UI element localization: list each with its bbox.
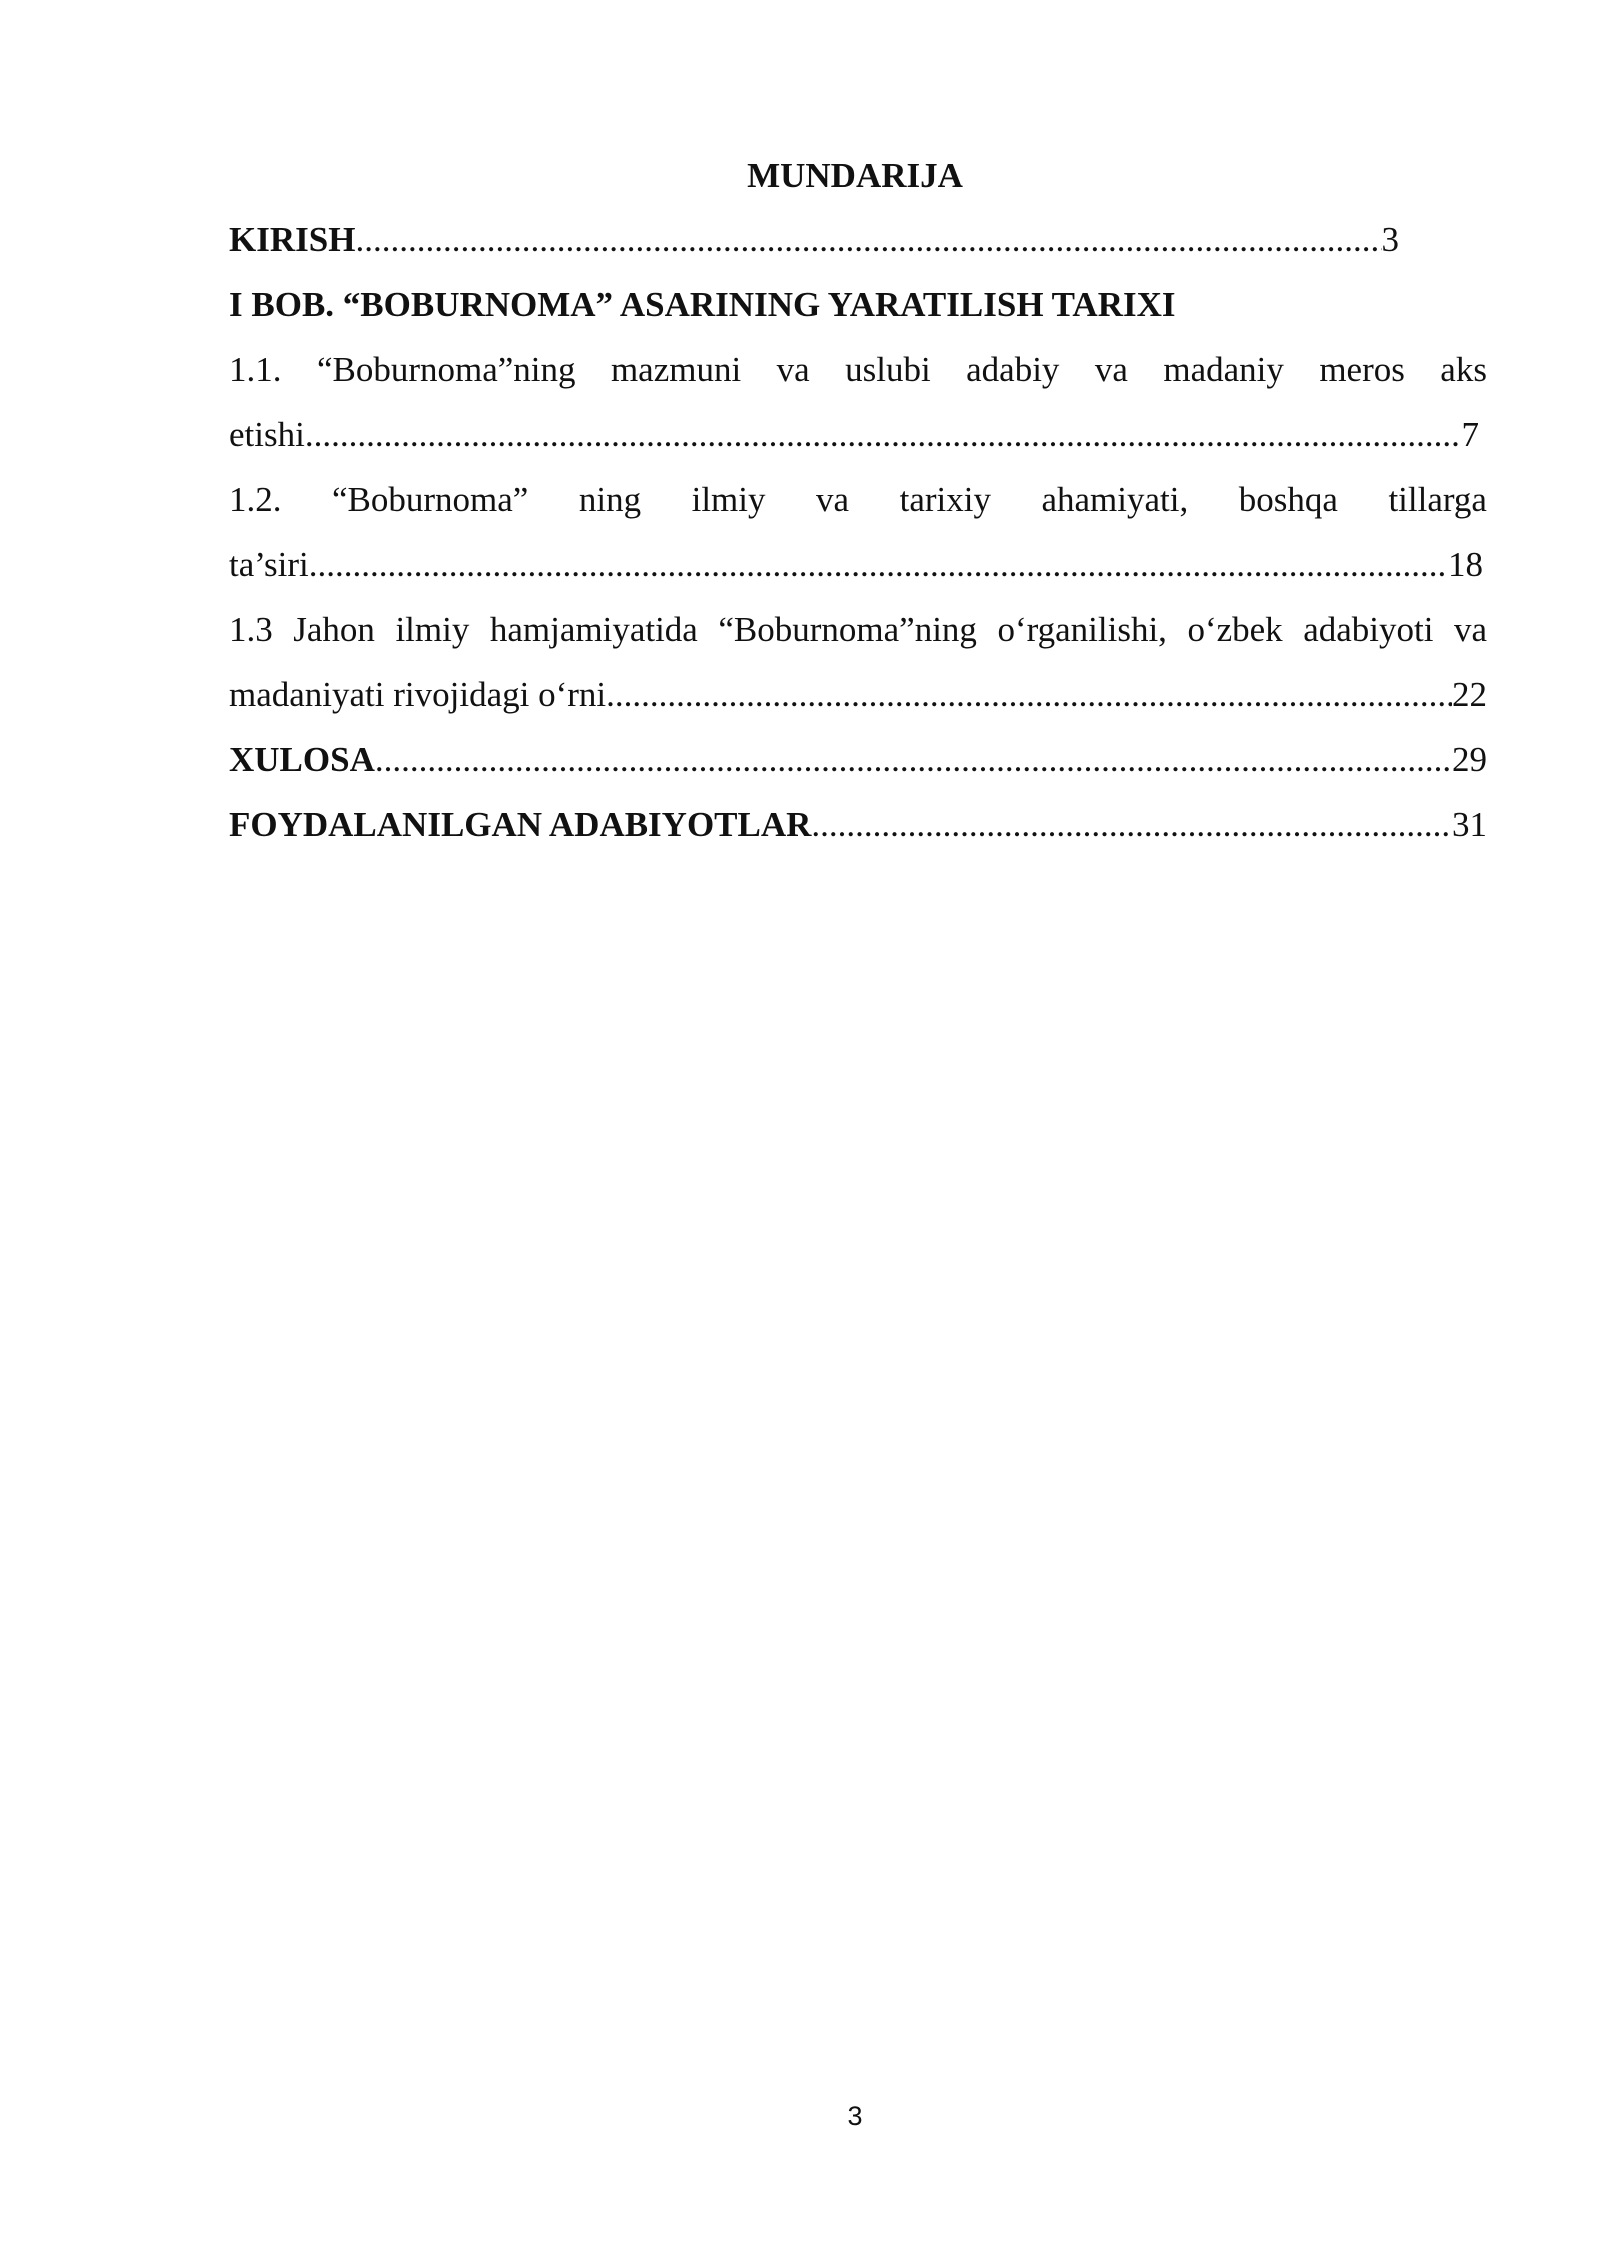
toc-word: “Boburnoma” — [332, 480, 529, 519]
toc-entry-page: 22 — [1452, 675, 1487, 714]
toc-word: ilmiy — [691, 480, 766, 519]
toc-entry-label: FOYDALANILGAN ADABIYOTLAR — [229, 805, 812, 844]
toc-entry-chapter-1[interactable]: I BOB. “BOBURNOMA” ASARINING YARATILISH TARIXI — [229, 285, 1176, 324]
toc-word: meros — [1319, 350, 1405, 389]
toc-word: “Boburnoma”ning — [316, 350, 576, 389]
toc-word: adabiy — [966, 350, 1060, 389]
toc-word: va — [1094, 350, 1128, 389]
toc-entry-section-1-1-cont[interactable] — [229, 403, 1479, 467]
page-number: 3 — [847, 2101, 863, 2131]
toc-entry-page: 31 — [1452, 805, 1487, 844]
toc-title: MUNDARIJA — [747, 156, 963, 195]
toc-word: hamjamiyatida — [489, 610, 698, 649]
toc-entry-section-1-3-cont[interactable] — [229, 663, 1487, 727]
toc-entry-page: 18 — [1448, 545, 1483, 584]
dot-leader — [309, 533, 1448, 597]
dot-leader — [305, 403, 1462, 467]
toc-word: Jahon — [293, 610, 375, 649]
toc-word: 1.2. — [229, 480, 282, 519]
dot-leader — [811, 793, 1452, 857]
dot-leader — [355, 208, 1381, 272]
toc-entry-label: KIRISH — [229, 220, 356, 259]
toc-entry-page: 7 — [1461, 415, 1479, 454]
toc-word: tillarga — [1388, 480, 1487, 519]
toc-word: ahamiyati, — [1041, 480, 1189, 519]
toc-word: ilmiy — [395, 610, 470, 649]
toc-word: va — [776, 350, 810, 389]
toc-entry-conclusion[interactable] — [229, 728, 1487, 792]
toc-entry-page: 3 — [1381, 220, 1399, 259]
toc-word: va — [816, 480, 850, 519]
toc-entry-section-1-1[interactable] — [229, 338, 1487, 402]
toc-entry-label: etishi — [229, 415, 305, 454]
toc-word: o‘zbek — [1187, 610, 1283, 649]
toc-entry-section-1-3[interactable] — [229, 598, 1487, 662]
toc-word: boshqa — [1238, 480, 1338, 519]
toc-entry-section-1-2[interactable] — [229, 468, 1487, 532]
toc-word: mazmuni — [610, 350, 742, 389]
toc-entry-label: ta’siri — [229, 545, 309, 584]
toc-word: o‘rganilishi, — [997, 610, 1167, 649]
toc-entry-page: 29 — [1452, 740, 1487, 779]
toc-word: “Boburnoma”ning — [718, 610, 977, 649]
toc-word: uslubi — [845, 350, 931, 389]
toc-word: 1.1. — [229, 350, 282, 389]
toc-word: aks — [1440, 350, 1487, 389]
toc-word: adabiyoti — [1303, 610, 1434, 649]
toc-word: ning — [578, 480, 642, 519]
toc-word: va — [1453, 610, 1487, 649]
toc-word: madaniy — [1163, 350, 1284, 389]
dot-leader — [606, 663, 1452, 727]
toc-entry-label: XULOSA — [229, 740, 375, 779]
toc-entry-label: madaniyati rivojidagi o‘rni — [229, 675, 607, 714]
toc-entry-references[interactable] — [229, 793, 1487, 857]
toc-word: 1.3 — [229, 610, 273, 649]
toc-entry-intro[interactable] — [229, 208, 1399, 272]
toc-word: tarixiy — [899, 480, 991, 519]
dot-leader — [375, 728, 1452, 792]
toc-entry-section-1-2-cont[interactable] — [229, 533, 1483, 597]
